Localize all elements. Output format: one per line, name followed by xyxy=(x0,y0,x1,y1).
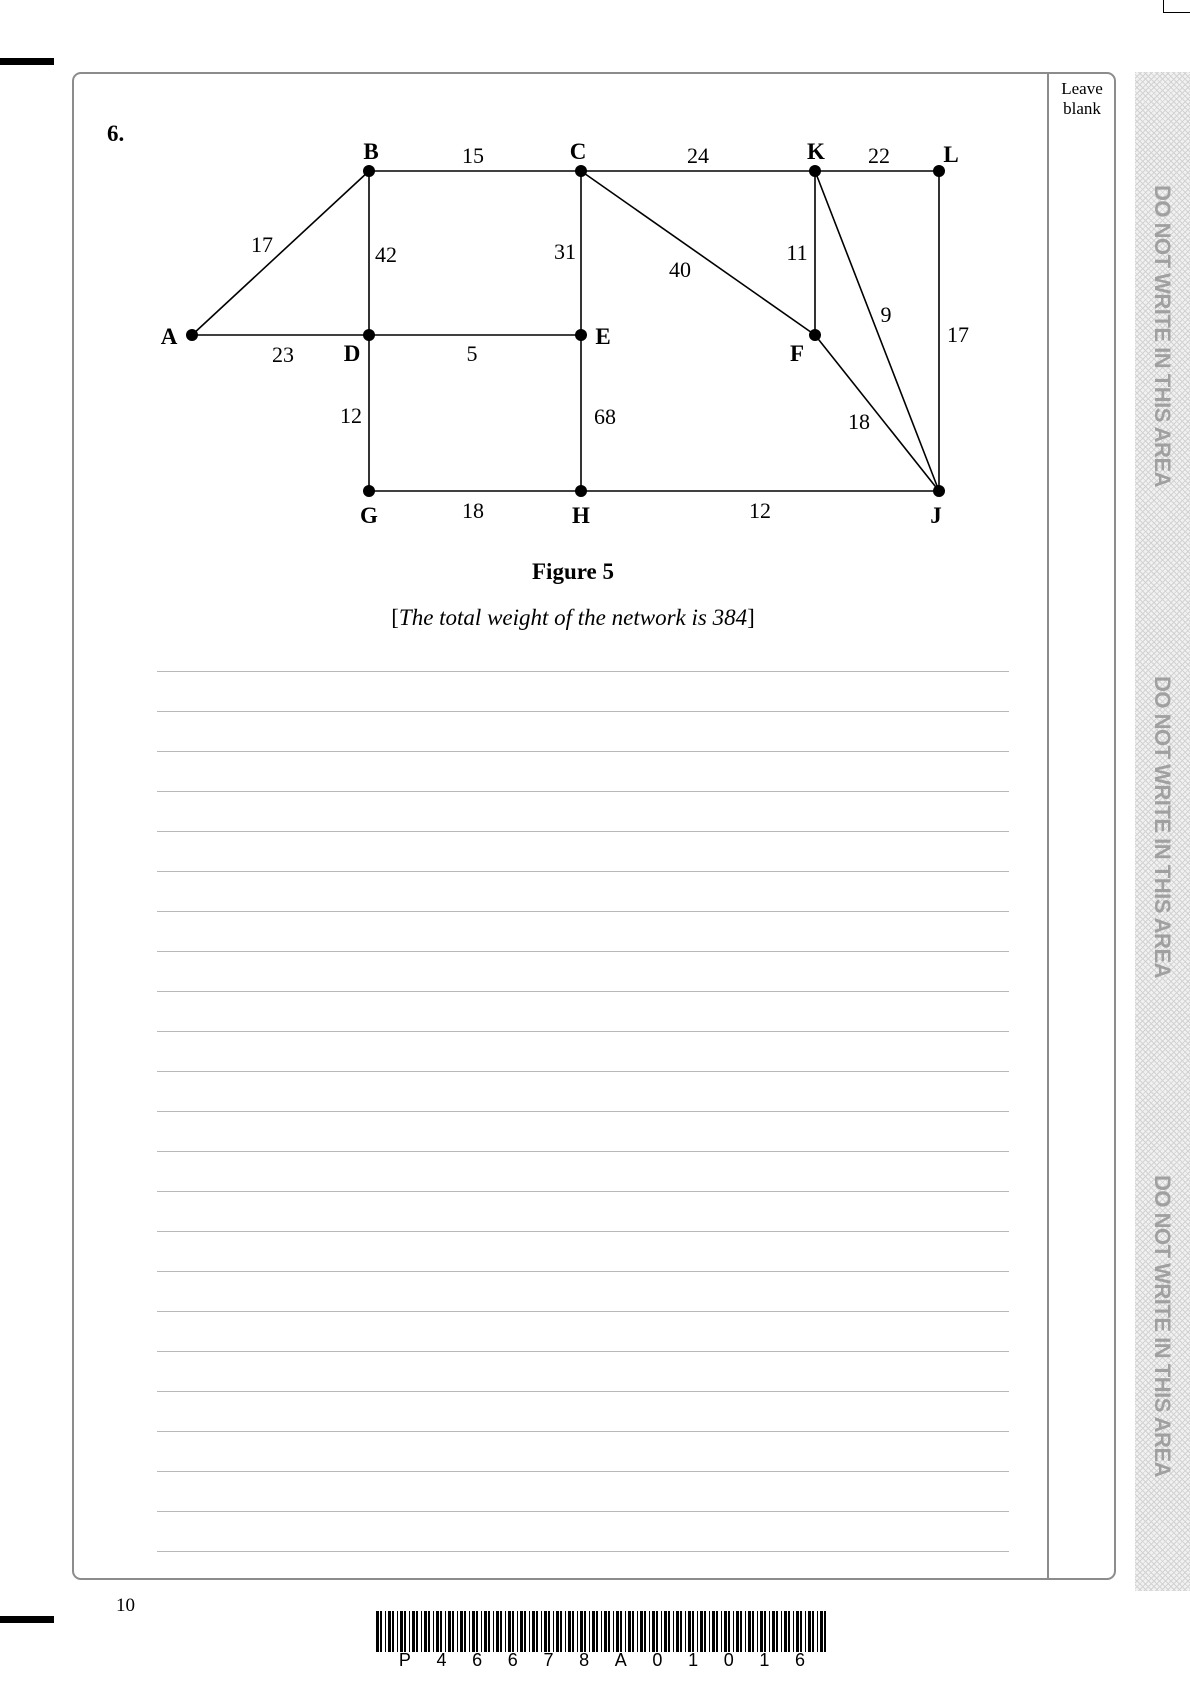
page-number: 10 xyxy=(116,1595,135,1616)
barcode-char: P xyxy=(398,1650,411,1670)
edge-weight-E-H: 68 xyxy=(594,404,616,429)
barcode-bar xyxy=(712,1611,715,1652)
leave-blank-label: Leave blank xyxy=(1061,79,1103,118)
answer-line[interactable] xyxy=(157,1431,1009,1432)
node-F xyxy=(809,329,821,341)
edge-weight-A-D: 23 xyxy=(272,342,294,367)
barcode-bar xyxy=(817,1611,818,1652)
barcode-bar xyxy=(496,1611,499,1652)
barcode-bar xyxy=(692,1611,694,1652)
barcode-bar xyxy=(700,1611,703,1652)
barcode-bar xyxy=(529,1611,530,1652)
network-figure xyxy=(0,0,1146,540)
barcode-bar xyxy=(625,1611,626,1652)
barcode-bar xyxy=(560,1611,562,1652)
edge-weight-C-E: 31 xyxy=(554,239,576,264)
barcode-bar xyxy=(788,1611,790,1652)
barcode-bar xyxy=(440,1611,442,1652)
barcode-bar xyxy=(428,1611,430,1652)
barcode-bar xyxy=(409,1611,410,1652)
answer-line[interactable] xyxy=(157,1351,1009,1352)
answer-line[interactable] xyxy=(157,1471,1009,1472)
answer-line[interactable] xyxy=(157,1071,1009,1072)
edge-weight-G-H: 18 xyxy=(462,498,484,523)
barcode-bar xyxy=(716,1611,718,1652)
answer-line[interactable] xyxy=(157,1151,1009,1152)
barcode-bar xyxy=(656,1611,658,1652)
barcode-bar xyxy=(760,1611,763,1652)
barcode-bar xyxy=(596,1611,598,1652)
barcode-char: 6 xyxy=(472,1650,483,1670)
answer-line[interactable] xyxy=(157,1391,1009,1392)
barcode-bar xyxy=(512,1611,514,1652)
barcode-bar xyxy=(613,1611,614,1652)
barcode-bar xyxy=(584,1611,586,1652)
barcode-char: 6 xyxy=(795,1650,806,1670)
edge-weight-D-E: 5 xyxy=(466,341,478,366)
barcode-bar xyxy=(644,1611,646,1652)
barcode-bar xyxy=(589,1611,590,1652)
node-label-B: B xyxy=(363,139,379,164)
figure-note-text: The total weight of the network is 384 xyxy=(398,605,748,630)
barcode-char: 4 xyxy=(436,1650,447,1670)
question-number: 6. xyxy=(107,121,125,146)
barcode-bar xyxy=(541,1611,542,1652)
barcode-bar xyxy=(565,1611,566,1652)
barcode-bar xyxy=(385,1611,386,1652)
barcode-bar xyxy=(464,1611,466,1652)
node-label-E: E xyxy=(595,324,611,349)
barcode-bar xyxy=(733,1611,734,1652)
answer-line[interactable] xyxy=(157,671,1009,672)
barcode-bar xyxy=(500,1611,502,1652)
figure-caption: Figure 5 xyxy=(532,559,614,584)
barcode-bar xyxy=(793,1611,794,1652)
answer-line[interactable] xyxy=(157,991,1009,992)
barcode-bar xyxy=(772,1611,775,1652)
barcode-bar xyxy=(572,1611,574,1652)
node-label-D: D xyxy=(343,341,361,366)
barcode-bar xyxy=(697,1611,698,1652)
barcode-bar xyxy=(577,1611,578,1652)
barcode-bar xyxy=(524,1611,526,1652)
barcode-bar xyxy=(488,1611,490,1652)
barcode-bar xyxy=(380,1611,382,1652)
node-G xyxy=(363,485,375,497)
node-K xyxy=(809,165,821,177)
barcode-bar xyxy=(640,1611,643,1652)
barcode-bar xyxy=(664,1611,667,1652)
edge-C-F xyxy=(581,171,815,335)
edge-weight-D-G: 12 xyxy=(340,403,362,428)
barcode-bar xyxy=(424,1611,427,1652)
barcode-bar xyxy=(668,1611,670,1652)
barcode-bar xyxy=(392,1611,394,1652)
barcode-bar xyxy=(472,1611,475,1652)
node-label-K: K xyxy=(807,139,825,164)
barcode-bar xyxy=(508,1611,511,1652)
barcode-bar xyxy=(724,1611,727,1652)
barcode-bar xyxy=(620,1611,622,1652)
crop-mark xyxy=(1163,12,1190,13)
barcode-char: 0 xyxy=(723,1650,734,1670)
edge-weight-C-F: 40 xyxy=(669,257,691,282)
node-label-H: H xyxy=(572,503,590,528)
barcode-bar xyxy=(397,1611,398,1652)
barcode-char: 7 xyxy=(543,1650,554,1670)
node-label-G: G xyxy=(360,503,378,528)
node-B xyxy=(363,165,375,177)
barcode-bar xyxy=(680,1611,682,1652)
node-label-J: J xyxy=(930,503,942,528)
barcode-bar xyxy=(649,1611,650,1652)
edge-weight-F-J: 18 xyxy=(848,409,870,434)
barcode-bar xyxy=(752,1611,754,1652)
barcode-char: 1 xyxy=(759,1650,770,1670)
barcode-bar xyxy=(481,1611,482,1652)
answer-line[interactable] xyxy=(157,831,1009,832)
barcode-bar xyxy=(764,1611,766,1652)
node-labels xyxy=(161,139,959,528)
edge-F-J xyxy=(815,335,939,491)
barcode-bar xyxy=(460,1611,463,1652)
barcode-bar xyxy=(376,1611,379,1652)
barcode-bar xyxy=(553,1611,554,1652)
barcode-bar xyxy=(517,1611,518,1652)
barcode-bar xyxy=(505,1611,506,1652)
answer-line[interactable] xyxy=(157,791,1009,792)
barcode-bar xyxy=(800,1611,802,1652)
answer-line[interactable] xyxy=(157,1231,1009,1232)
barcode-bar xyxy=(736,1611,739,1652)
barcode-bar xyxy=(484,1611,487,1652)
barcode-bar xyxy=(445,1611,446,1652)
answer-line[interactable] xyxy=(157,951,1009,952)
barcode-bar xyxy=(769,1611,770,1652)
answer-line[interactable] xyxy=(157,871,1009,872)
edge-weight-B-C: 15 xyxy=(462,143,484,168)
edge-weight-K-L: 22 xyxy=(868,143,890,168)
barcode-bar xyxy=(476,1611,478,1652)
node-J xyxy=(933,485,945,497)
answer-line[interactable] xyxy=(157,711,1009,712)
barcode-bar xyxy=(673,1611,674,1652)
answer-line[interactable] xyxy=(157,751,1009,752)
node-E xyxy=(575,329,587,341)
answer-line[interactable] xyxy=(157,1031,1009,1032)
node-C xyxy=(575,165,587,177)
node-label-F: F xyxy=(789,341,805,366)
barcode-bar xyxy=(544,1611,547,1652)
barcode-bar xyxy=(532,1611,535,1652)
barcode-bar xyxy=(421,1611,422,1652)
barcode-char: 6 xyxy=(507,1650,518,1670)
node-D xyxy=(363,329,375,341)
barcode-bar xyxy=(748,1611,751,1652)
barcode-bar xyxy=(796,1611,799,1652)
barcode xyxy=(376,1611,828,1652)
barcode-bar xyxy=(520,1611,523,1652)
figure-note: [The total weight of the network is 384] xyxy=(391,605,755,630)
barcode-char: 0 xyxy=(652,1650,663,1670)
barcode-bar xyxy=(688,1611,691,1652)
barcode-bar xyxy=(820,1611,823,1652)
edge-weight-L-J: 17 xyxy=(947,322,969,347)
barcode-bar xyxy=(652,1611,655,1652)
barcode-bar xyxy=(568,1611,571,1652)
barcode-bar xyxy=(448,1611,451,1652)
barcode-bar xyxy=(412,1611,415,1652)
barcode-bar xyxy=(457,1611,458,1652)
barcode-bar xyxy=(728,1611,730,1652)
barcode-char: A xyxy=(614,1650,627,1670)
edge-weight-B-D: 42 xyxy=(375,242,397,267)
node-label-C: C xyxy=(569,139,587,164)
edge-K-J xyxy=(815,171,939,491)
barcode-bar xyxy=(632,1611,634,1652)
barcode-bar xyxy=(805,1611,806,1652)
barcode-bar xyxy=(436,1611,439,1652)
edge-weight-H-J: 12 xyxy=(749,498,771,523)
edge-weight-K-F: 11 xyxy=(786,240,808,265)
barcode-bar xyxy=(628,1611,631,1652)
barcode-bar xyxy=(580,1611,583,1652)
barcode-bar xyxy=(745,1611,746,1652)
barcode-bar xyxy=(781,1611,782,1652)
edge-weight-K-J: 9 xyxy=(880,302,892,327)
barcode-bar xyxy=(592,1611,595,1652)
barcode-bar xyxy=(604,1611,607,1652)
barcode-bar xyxy=(757,1611,758,1652)
barcode-bar xyxy=(808,1611,811,1652)
barcode-bar xyxy=(556,1611,559,1652)
edge-weight-A-B: 17 xyxy=(251,232,273,257)
barcode-bar xyxy=(721,1611,722,1652)
barcode-bar xyxy=(433,1611,434,1652)
barcode-bar xyxy=(776,1611,778,1652)
barcode-bar xyxy=(400,1611,403,1652)
barcode-bar xyxy=(416,1611,418,1652)
answer-line[interactable] xyxy=(157,1191,1009,1192)
answer-line[interactable] xyxy=(157,1271,1009,1272)
answer-line[interactable] xyxy=(157,1311,1009,1312)
barcode-bar xyxy=(824,1611,826,1652)
node-A xyxy=(186,329,198,341)
barcode-bar xyxy=(493,1611,494,1652)
node-H xyxy=(575,485,587,497)
edge-weight-C-K: 24 xyxy=(687,143,709,168)
barcode-bar xyxy=(388,1611,391,1652)
barcode-bar xyxy=(616,1611,619,1652)
barcode-bar xyxy=(784,1611,787,1652)
barcode-bar xyxy=(685,1611,686,1652)
barcode-bar xyxy=(548,1611,550,1652)
edge-A-B xyxy=(192,171,369,335)
barcode-char: 8 xyxy=(579,1650,590,1670)
barcode-bar xyxy=(601,1611,602,1652)
barcode-bar xyxy=(536,1611,538,1652)
barcode-bar xyxy=(608,1611,610,1652)
crop-mark xyxy=(1163,0,1164,12)
node-label-A: A xyxy=(160,324,178,349)
barcode-bar xyxy=(740,1611,742,1652)
barcode-bar xyxy=(637,1611,638,1652)
barcode-char: 1 xyxy=(688,1650,699,1670)
barcode-bar xyxy=(404,1611,406,1652)
barcode-bar xyxy=(704,1611,706,1652)
barcode-bar xyxy=(812,1611,814,1652)
node-label-L: L xyxy=(943,142,959,167)
answer-line[interactable] xyxy=(157,1111,1009,1112)
answer-line[interactable] xyxy=(157,1551,1009,1552)
barcode-bar xyxy=(452,1611,454,1652)
barcode-bar xyxy=(661,1611,662,1652)
answer-line[interactable] xyxy=(157,911,1009,912)
barcode-bar xyxy=(676,1611,679,1652)
network-edges xyxy=(192,171,939,491)
barcode-bar xyxy=(709,1611,710,1652)
barcode-bar xyxy=(469,1611,470,1652)
barcode-text xyxy=(376,1650,828,1671)
edge-mark-bottom xyxy=(0,1616,54,1623)
answer-line[interactable] xyxy=(157,1511,1009,1512)
